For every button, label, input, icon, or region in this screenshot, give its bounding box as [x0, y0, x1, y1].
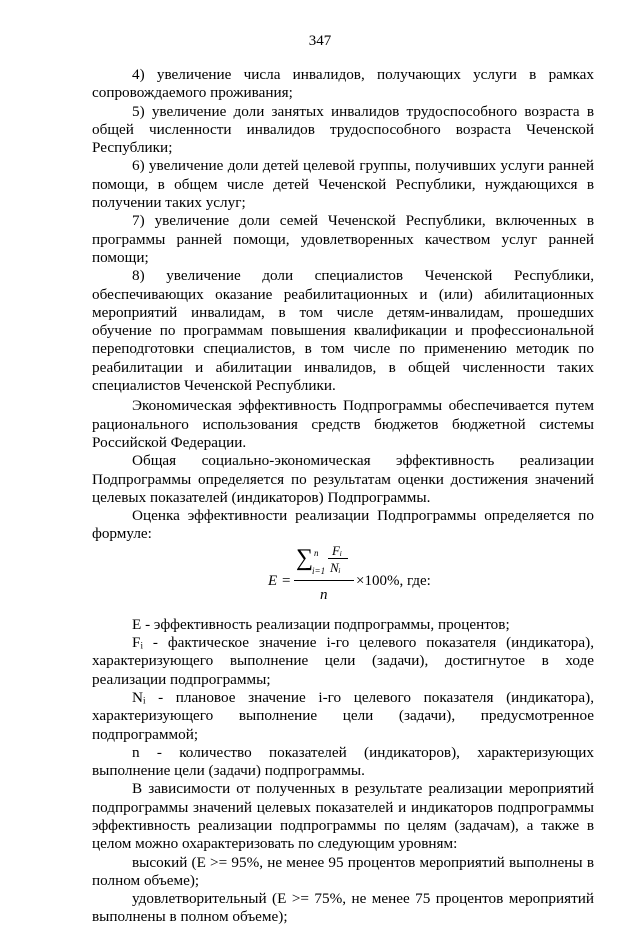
- definition-fi: Fᵢ - фактическое значение i-го целевого показателя (индикатора), характеризующего выполнение цели (задачи), достигнутое в ходе реализации подпрограммы;: [92, 634, 594, 688]
- paragraph-economic-efficiency: Экономическая эффективность Подпрограммы обеспечивается путем рационального использования средств бюджетов бюджетной системы Российской Федерации.: [92, 397, 594, 451]
- definition-ni: Nᵢ - плановое значение i-го целевого показателя (индикатора), характеризующего выполнение цели (задачи), предусмотренное подпрограммой;: [92, 688, 594, 743]
- paragraph-item-6: 6) увеличение доли детей целевой группы, получивших услуги ранней помощи, в общем числе детей Чеченской Республики, нуждающихся в получении таких услуг;: [92, 157, 594, 212]
- formula-multiplier: ×100%, где:: [356, 572, 431, 589]
- definition-e: Е - эффективность реализации подпрограммы, процентов;: [132, 615, 510, 633]
- page-number: 347: [308, 33, 332, 49]
- paragraph-item-7: 7) увеличение доли семей Чеченской Республики, включенных в программы ранней помощи, удовлетворенных качеством услуг ранней помощи;: [92, 212, 594, 266]
- formula-sum-lower: i=1: [312, 565, 326, 576]
- formula-lhs: E: [268, 572, 278, 589]
- level-satisfactory: удовлетворительный (Е >= 75%, не менее 75 процентов мероприятий выполнены в полном объеме);: [92, 890, 594, 926]
- definition-n: n - количество показателей (индикаторов), характеризующих выполнение цели (задачи) подпрограммы.: [92, 743, 594, 780]
- document-body: [92, 66, 594, 927]
- formula-divisor: n: [320, 586, 328, 603]
- paragraph-item-4: 4) увеличение числа инвалидов, получающих услуги в рамках сопровождаемого проживания;: [92, 66, 594, 102]
- paragraph-item-5: 5) увеличение доли занятых инвалидов трудоспособного возраста в общей численности инвалидов трудоспособного возраста Чеченской Республики;: [92, 102, 594, 157]
- paragraph-overall-efficiency: Общая социально-экономическая эффективность реализации Подпрограммы определяется по результатам оценки достижения значений целевых показателей (индикаторов) Подпрограммы.: [92, 452, 594, 506]
- formula-equals: =: [282, 572, 291, 589]
- efficiency-formula: [92, 542, 594, 610]
- formula-numerator: Fᵢ: [332, 542, 342, 558]
- paragraph-item-8: 8) увеличение доли специалистов Чеченской Республики, обеспечивающих оказание реабилитационных и (или) абилитационных мероприятий инвалидам, в том числе детям-инвалидам, прошедших обучение по программам повышения квалификации и профессиональной переподготовки специалистов, в том числе по применению методик по реабилитации и абилитации инвалидов, в общей численности таких специалистов Чеченской Республики.: [92, 267, 594, 395]
- paragraph-formula-intro: Оценка эффективности реализации Подпрограммы определяется по формуле:: [92, 507, 594, 543]
- formula-sigma: ∑: [296, 544, 314, 571]
- formula-denominator: Nᵢ: [330, 559, 341, 575]
- formula-sum-upper: n: [314, 547, 319, 558]
- paragraph-levels-intro: В зависимости от полученных в результате реализации мероприятий подпрограммы значений целевых показателей и индикаторов подпрограммы эффективность реализации подпрограммы по целям (задачам), а также в целом можно охарактеризовать по следующим уровням:: [92, 780, 594, 853]
- level-high: высокий (Е >= 95%, не менее 95 процентов мероприятий выполнены в полном объеме);: [92, 853, 594, 889]
- formula-main-fraction-bar: [294, 580, 354, 581]
